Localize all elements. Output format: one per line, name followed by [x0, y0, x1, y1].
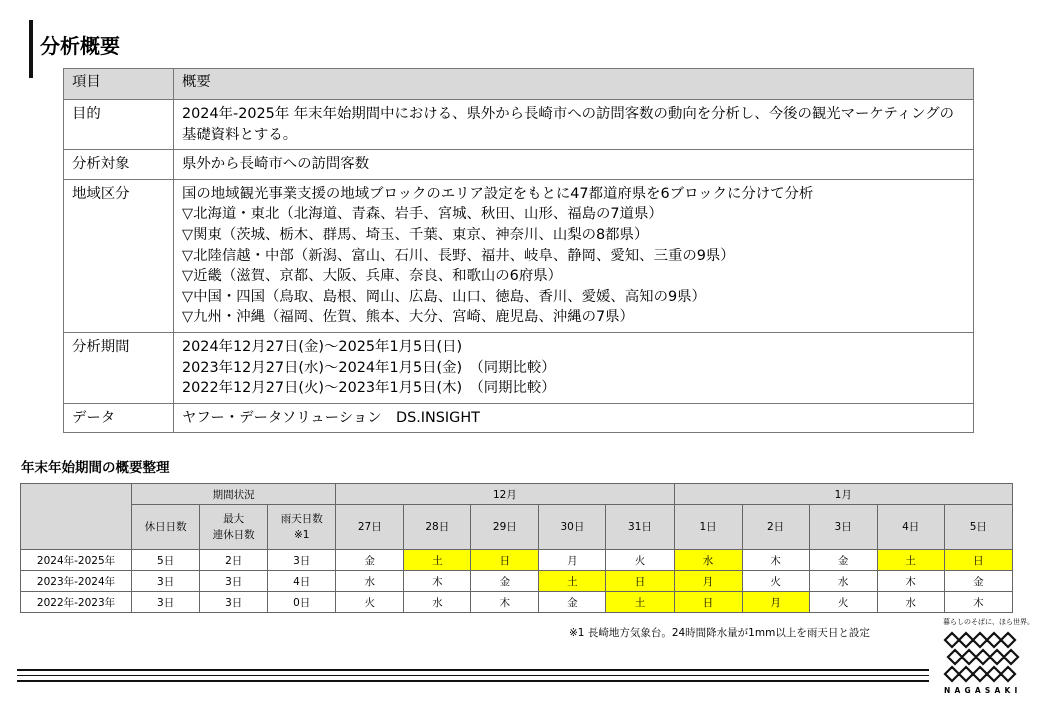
logo-wordmark: NAGASAKI — [944, 686, 1022, 695]
purpose-text: 2024年-2025年 年末年始期間中における、県外から長崎市への訪問客数の動向を分析し、今後の観光マーケティングの基礎資料とする。 — [182, 106, 955, 143]
nagasaki-diamond-pattern-icon — [943, 631, 1027, 687]
weekday-cell: 火 — [336, 592, 404, 613]
overview-row-purpose — [64, 100, 974, 150]
weekday-cell: 金 — [539, 592, 606, 613]
holidays-cell: 3日 — [132, 571, 200, 592]
status-group-header: 期間状況 — [132, 484, 336, 505]
december-header: 12月 — [336, 484, 674, 505]
weekday-cell: 木 — [404, 571, 471, 592]
weekday-cell: 水 — [809, 571, 877, 592]
schedule-row — [21, 592, 1013, 613]
region-item: ▽北海道・東北（北海道、青森、岩手、宮城、秋田、山形、福島の7道県） — [182, 206, 663, 223]
period-line: 2024年12月27日(金)～2025年1月5日(日) — [182, 338, 463, 355]
schedule-row — [21, 571, 1013, 592]
title-accent-bar — [29, 20, 33, 78]
period-line: 2022年12月27日(火)～2023年1月5日(木) （同期比較） — [182, 380, 556, 397]
max-consecutive-cell: 2日 — [200, 550, 268, 571]
holiday-weekday-cell: 土 — [404, 550, 471, 571]
schedule-body — [21, 550, 1013, 613]
holidays-cell: 5日 — [132, 550, 200, 571]
holiday-weekday-cell: 月 — [674, 571, 742, 592]
day-column-header: 3日 — [809, 505, 877, 550]
rainfall-footnote: ※1 長崎地方気象台。24時間降水量が1mm以上を雨天日と設定 — [569, 627, 870, 639]
target-text: 県外から長崎市への訪問客数 — [182, 156, 370, 173]
schedule-group-header-row — [21, 484, 1013, 505]
overview-label: 目的 — [64, 100, 174, 150]
weekday-cell: 金 — [809, 550, 877, 571]
day-column-header: 29日 — [471, 505, 539, 550]
max-consecutive-cell: 3日 — [200, 571, 268, 592]
region-intro: 国の地域観光事業支援の地域ブロックのエリア設定をもとに47都道府県を6ブロックに分けて分析 — [182, 185, 814, 202]
rainy-days-cell: 0日 — [268, 592, 336, 613]
page-title: 分析概要 — [40, 34, 120, 58]
data-source-text: ヤフー・データソリューション DS.INSIGHT — [182, 409, 480, 426]
day-column-header: 28日 — [404, 505, 471, 550]
holiday-weekday-cell: 日 — [944, 550, 1012, 571]
footer-rule — [17, 675, 929, 676]
weekday-cell: 木 — [944, 592, 1012, 613]
january-header: 1月 — [674, 484, 1012, 505]
max-consecutive-cell: 3日 — [200, 592, 268, 613]
overview-label: データ — [64, 403, 174, 433]
weekday-cell: 金 — [336, 550, 404, 571]
holiday-weekday-cell: 土 — [539, 571, 606, 592]
day-column-header: 30日 — [539, 505, 606, 550]
holiday-weekday-cell: 日 — [471, 550, 539, 571]
overview-row-target — [64, 150, 974, 180]
overview-row-period — [64, 332, 974, 403]
overview-label: 分析期間 — [64, 332, 174, 403]
holiday-weekday-cell: 日 — [674, 592, 742, 613]
overview-value — [174, 332, 974, 403]
overview-row-data — [64, 403, 974, 433]
year-range-cell: 2024年-2025年 — [21, 550, 132, 571]
footer-rule — [17, 680, 929, 682]
max-consecutive-column-header: 最大 連休日数 — [200, 505, 268, 550]
overview-table — [63, 68, 974, 433]
holiday-weekday-cell: 土 — [606, 592, 674, 613]
schedule-column-header-row — [21, 505, 1013, 550]
region-item: ▽九州・沖縄（福岡、佐賀、熊本、大分、宮崎、鹿児島、沖縄の7県） — [182, 309, 634, 326]
rainy-days-cell: 3日 — [268, 550, 336, 571]
overview-value — [174, 403, 974, 433]
holiday-weekday-cell: 日 — [606, 571, 674, 592]
holiday-weekday-cell: 月 — [742, 592, 809, 613]
year-range-cell: 2023年-2024年 — [21, 571, 132, 592]
region-item: ▽近畿（滋賀、京都、大阪、兵庫、奈良、和歌山の6府県） — [182, 268, 562, 285]
holiday-weekday-cell: 水 — [674, 550, 742, 571]
region-item: ▽中国・四国（鳥取、島根、岡山、広島、山口、徳島、香川、愛媛、高知の9県） — [182, 288, 706, 305]
holidays-cell: 3日 — [132, 592, 200, 613]
weekday-cell: 金 — [471, 571, 539, 592]
weekday-cell: 火 — [606, 550, 674, 571]
weekday-cell: 木 — [877, 571, 944, 592]
day-column-header: 1日 — [674, 505, 742, 550]
day-column-header: 5日 — [944, 505, 1012, 550]
weekday-cell: 火 — [742, 571, 809, 592]
weekday-cell: 金 — [944, 571, 1012, 592]
footer-rule — [17, 669, 929, 671]
schedule-corner-cell — [21, 484, 132, 550]
day-column-header: 4日 — [877, 505, 944, 550]
weekday-cell: 月 — [539, 550, 606, 571]
overview-value — [174, 100, 974, 150]
overview-label: 地域区分 — [64, 179, 174, 332]
overview-value — [174, 150, 974, 180]
overview-header-item: 項目 — [64, 69, 174, 100]
weekday-cell: 木 — [471, 592, 539, 613]
schedule-title: 年末年始期間の概要整理 — [21, 460, 170, 476]
rainy-days-cell: 4日 — [268, 571, 336, 592]
overview-value — [174, 179, 974, 332]
period-line: 2023年12月27日(水)～2024年1月5日(金) （同期比較） — [182, 359, 556, 376]
overview-header-row — [64, 69, 974, 100]
region-item: ▽北陸信越・中部（新潟、富山、石川、長野、福井、岐阜、静岡、愛知、三重の9県） — [182, 247, 735, 264]
weekday-cell: 水 — [404, 592, 471, 613]
holiday-weekday-cell: 土 — [877, 550, 944, 571]
day-column-header: 31日 — [606, 505, 674, 550]
region-item: ▽関東（茨城、栃木、群馬、埼玉、千葉、東京、神奈川、山梨の8都県） — [182, 226, 649, 243]
schedule-row — [21, 550, 1013, 571]
day-column-header: 27日 — [336, 505, 404, 550]
weekday-cell: 木 — [742, 550, 809, 571]
logo-tagline: 暮らしのそばに、ほら世界。 — [943, 618, 1034, 626]
schedule-table — [20, 483, 1013, 613]
weekday-cell: 水 — [336, 571, 404, 592]
overview-label: 分析対象 — [64, 150, 174, 180]
year-range-cell: 2022年-2023年 — [21, 592, 132, 613]
weekday-cell: 水 — [877, 592, 944, 613]
rainy-days-column-header: 雨天日数 ※1 — [268, 505, 336, 550]
day-column-header: 2日 — [742, 505, 809, 550]
holidays-column-header: 休日日数 — [132, 505, 200, 550]
overview-row-regions — [64, 179, 974, 332]
weekday-cell: 火 — [809, 592, 877, 613]
overview-header-summary: 概要 — [174, 69, 974, 100]
